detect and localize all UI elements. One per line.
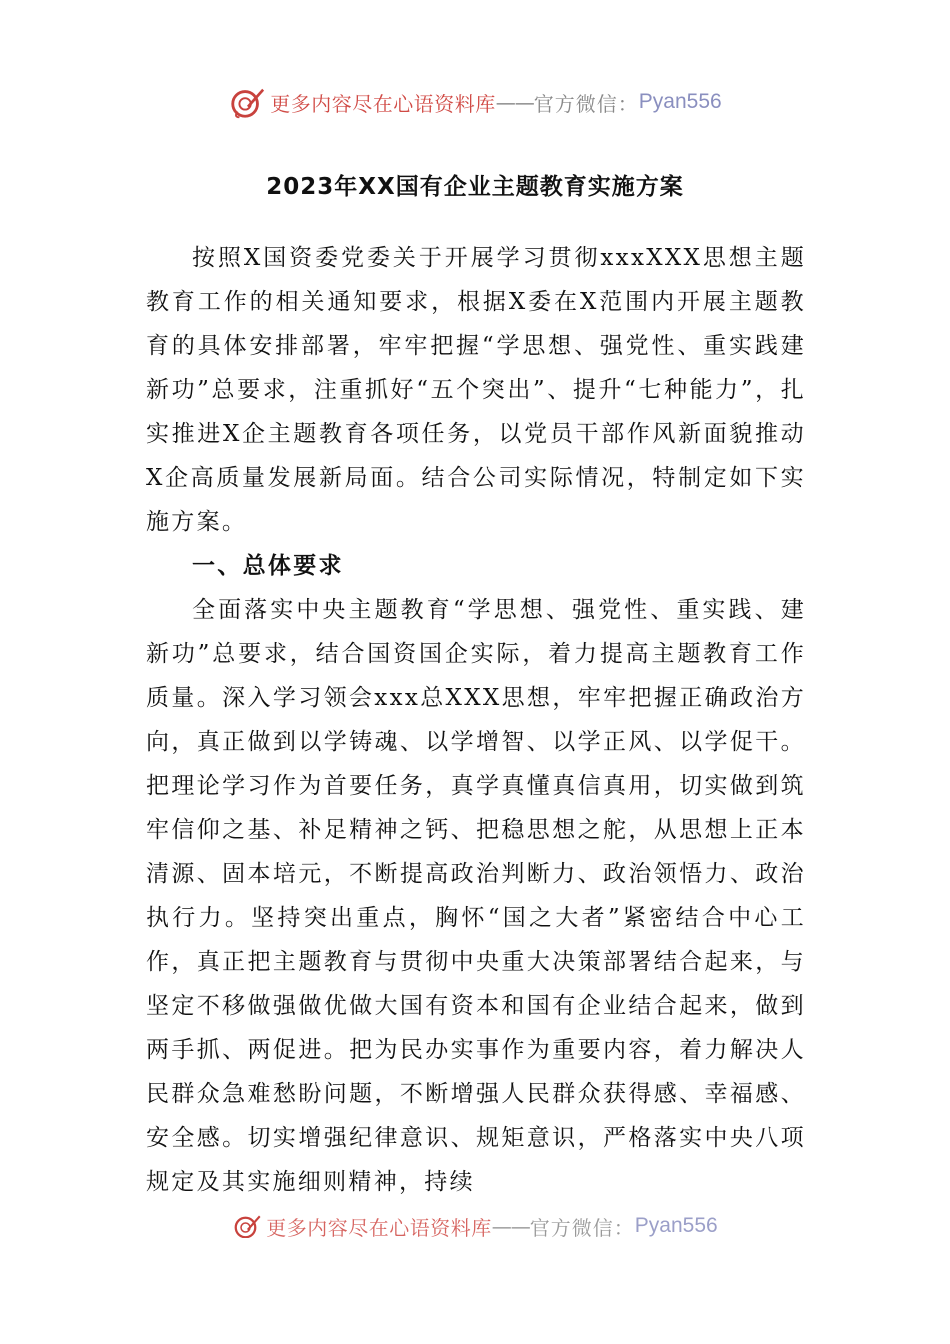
footer-brand-text: 更多内容尽在心语资料库 bbox=[266, 1215, 492, 1238]
banner-contact-label: 官方微信： bbox=[533, 91, 639, 116]
footer-contact-label: 官方微信： bbox=[529, 1215, 635, 1238]
pen-logo-icon bbox=[232, 1211, 262, 1238]
header-watermark-banner bbox=[0, 82, 950, 122]
banner-wechat-handle: Pyan556 bbox=[638, 90, 722, 113]
section-paragraph: 全面落实中央主题教育“学思想、强党性、重实践、建新功”总要求，结合国资国企实际，着力提高主题教育工作质量。深入学习领会xxx总XXX思想，牢牢把握正确政治方向，真正做到以学铸魂、以学增智、以学正风、以学促干。把理论学习作为首要任务，真学真懂真信真用，切实做到筑牢信仰之基、补足精神之钙、把稳思想之舵，从思想上正本清源、固本培元，不断提高政治判断力、政治领悟力、政治执行力。坚持突出重点，胸怀“国之大者”紧密结合中心工作，真正把主题教育与贯彻中央重大决策部署结合起来，与坚定不移做强做优做大国有资本和国有企业结合起来，做到两手抓、两促进。把为民办实事作为重要内容，着力解决人民群众急难愁盼问题，不断增强人民群众获得感、幸福感、安全感。切实增强纪律意识、规矩意识，严格落实中央八项规定及其实施细则精神，持续 bbox=[146, 597, 806, 1195]
document-title: 2023年XX国有企业主题教育实施方案 bbox=[266, 174, 684, 200]
footer-watermark-banner bbox=[0, 1204, 950, 1238]
section-heading: 一、总体要求 bbox=[192, 553, 344, 579]
document-body bbox=[146, 236, 806, 1204]
footer-wechat-handle: Pyan556 bbox=[634, 1214, 718, 1237]
footer-separator: —— bbox=[491, 1214, 530, 1238]
pen-logo-icon bbox=[228, 83, 266, 121]
banner-brand-text: 更多内容尽在心语资料库 bbox=[270, 91, 496, 116]
banner-separator: —— bbox=[495, 90, 534, 114]
intro-paragraph: 按照X国资委党委关于开展学习贯彻xxxXXX思想主题教育工作的相关通知要求，根据X委在X范围内开展主题教育的具体安排部署，牢牢把握“学思想、强党性、重实践建新功”总要求，注重抓好“五个突出”、提升“七种能力”，扎实推进X企主题教育各项任务，以党员干部作风新面貌推动X企高质量发展新局面。结合公司实际情况，特制定如下实施方案。 bbox=[146, 245, 806, 535]
